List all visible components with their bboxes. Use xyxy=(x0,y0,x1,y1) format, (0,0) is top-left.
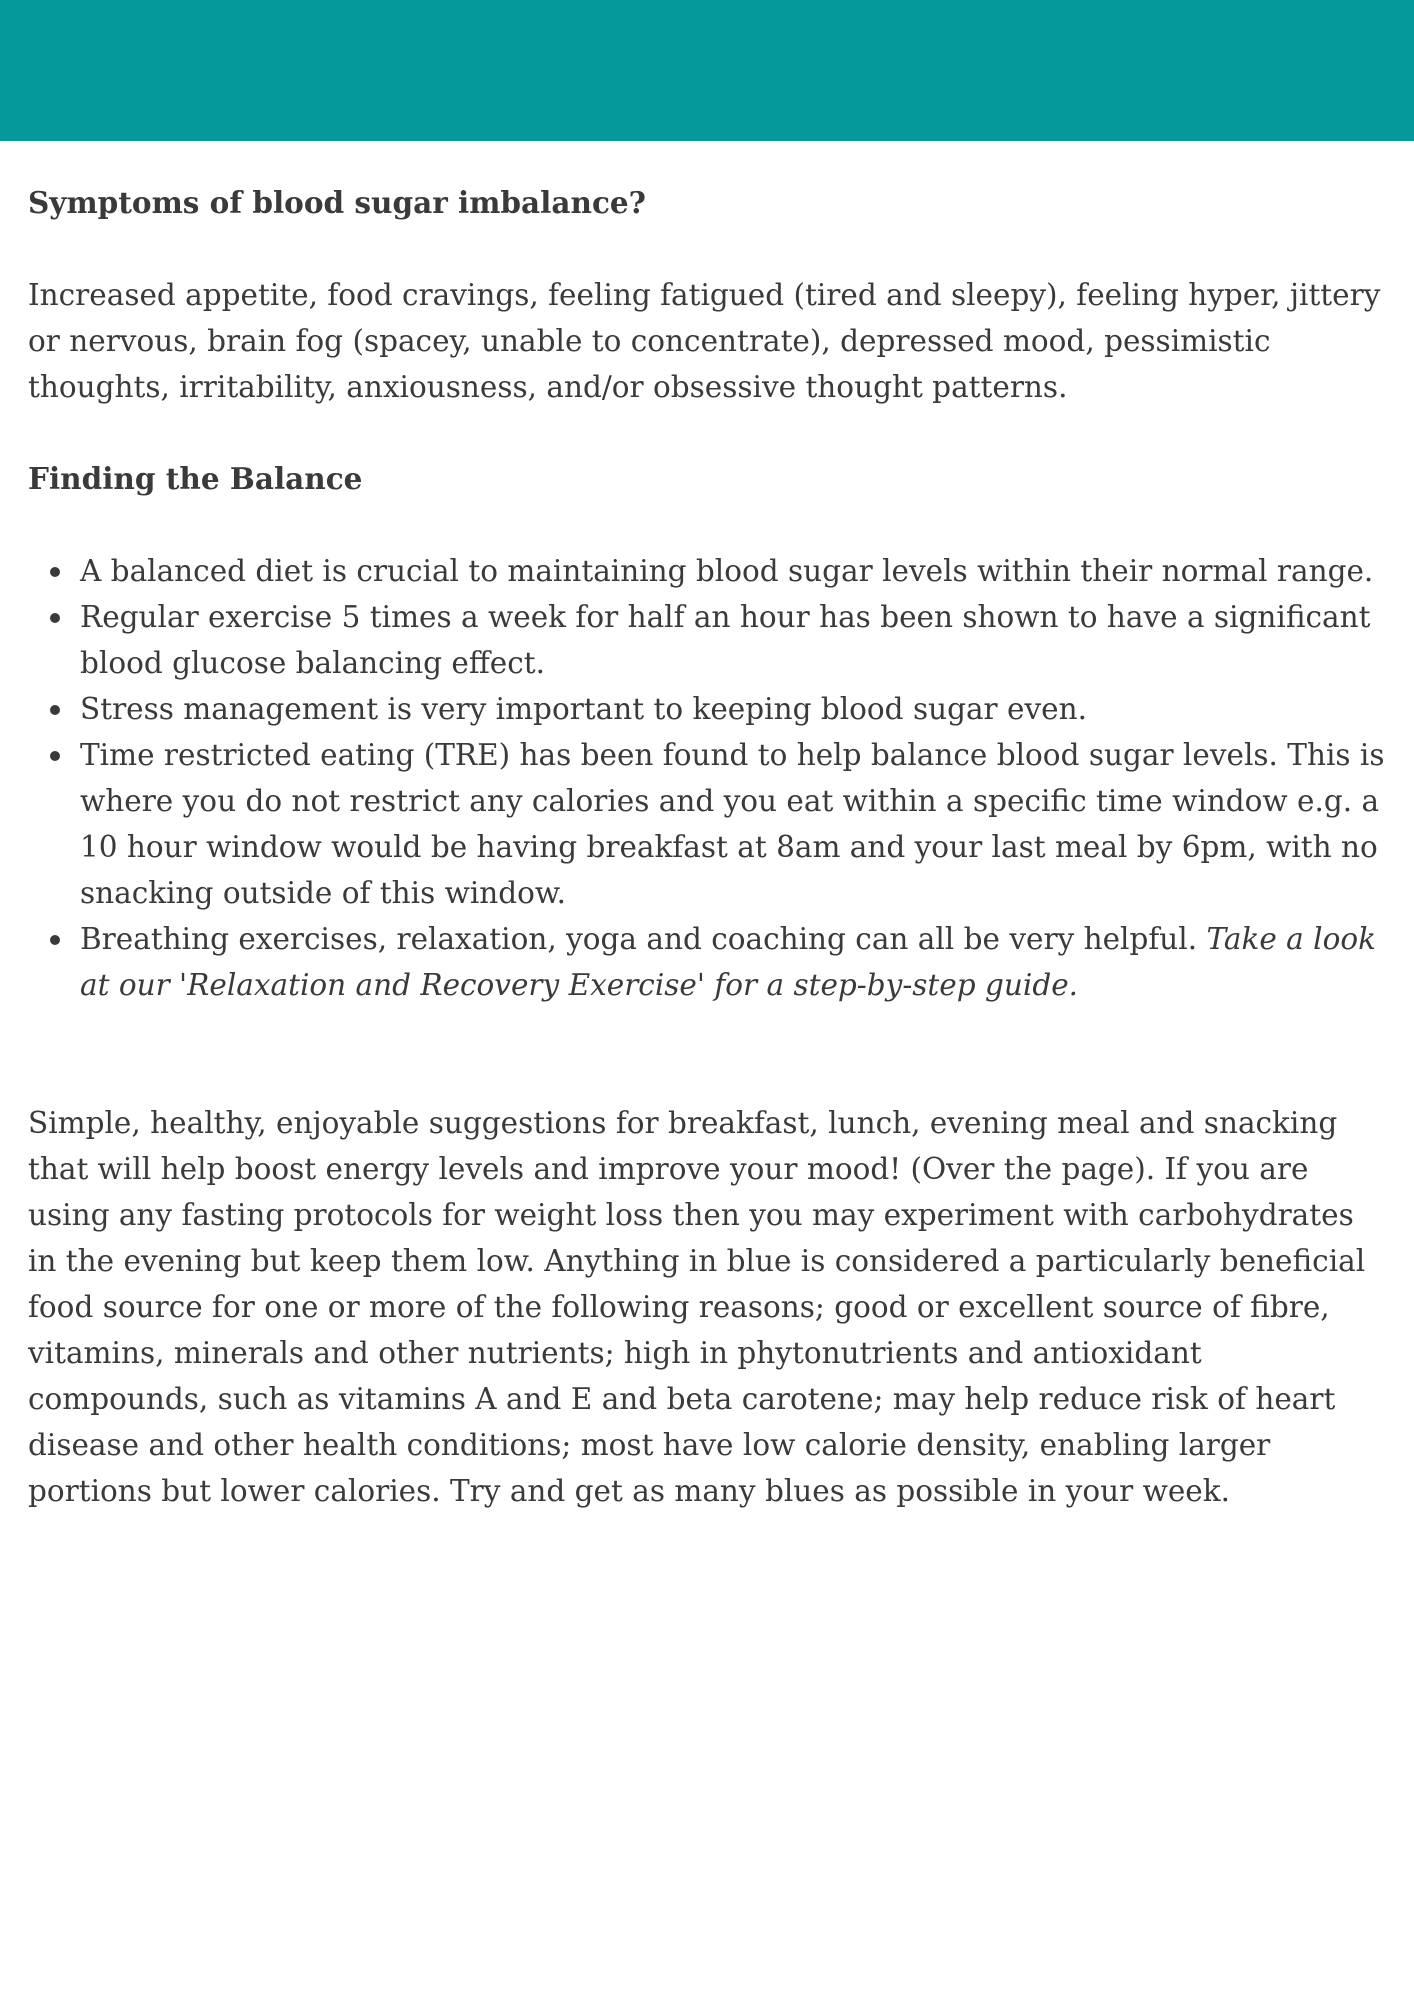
relaxation-guide-reference: Take a look at our 'Relaxation and Recovery Exercise' for a step-by-step guide. xyxy=(80,922,1376,1002)
symptoms-paragraph: Increased appetite, food cravings, feeling fatigued (tired and sleepy), feeling hyper, jittery or nervous, brain fog (spacey, unable to concentrate), depressed mood, pessimistic thoughts, irritability, anxiousness, and/or obsessive thought patterns. xyxy=(28,278,1381,404)
list-item xyxy=(80,916,1388,1008)
list-item: A balanced diet is crucial to maintaining blood sugar levels within their normal range. xyxy=(80,548,1388,594)
list-item: Regular exercise 5 times a week for half an hour has been shown to have a significant blood glucose balancing effect. xyxy=(80,594,1388,686)
list-item-text: Breathing exercises, relaxation, yoga and coaching can all be very helpful. xyxy=(80,922,1207,956)
symptoms-heading: Symptoms of blood sugar imbalance? xyxy=(28,185,646,220)
list-item: Time restricted eating (TRE) has been found to help balance blood sugar levels. This is where you do not restrict any calories and you eat within a specific time window e.g. a 10 hour window would be having breakfast at 8am and your last meal by 6pm, with no snacking outside of this window. xyxy=(80,732,1388,916)
balance-list xyxy=(28,548,1388,1008)
closing-paragraph: Simple, healthy, enjoyable suggestions for breakfast, lunch, evening meal and snacking that will help boost energy levels and improve your mood! (Over the page). If you are using any fasting protocols for weight loss then you may experiment with carbohydrates in the evening but keep them low. Anything in blue is considered a particularly beneficial food source for one or more of the following reasons; good or excellent source of fibre, vitamins, minerals and other nutrients; high in phytonutrients and antioxidant compounds, such as vitamins A and E and beta carotene; may help reduce risk of heart disease and other health conditions; most have low calorie density, enabling larger portions but lower calories. Try and get as many blues as possible in your week. xyxy=(28,1106,1366,1508)
list-item: Stress management is very important to keeping blood sugar even. xyxy=(80,686,1388,732)
document-body xyxy=(28,180,1388,1514)
header-band xyxy=(0,0,1414,141)
balance-heading: Finding the Balance xyxy=(28,461,363,496)
